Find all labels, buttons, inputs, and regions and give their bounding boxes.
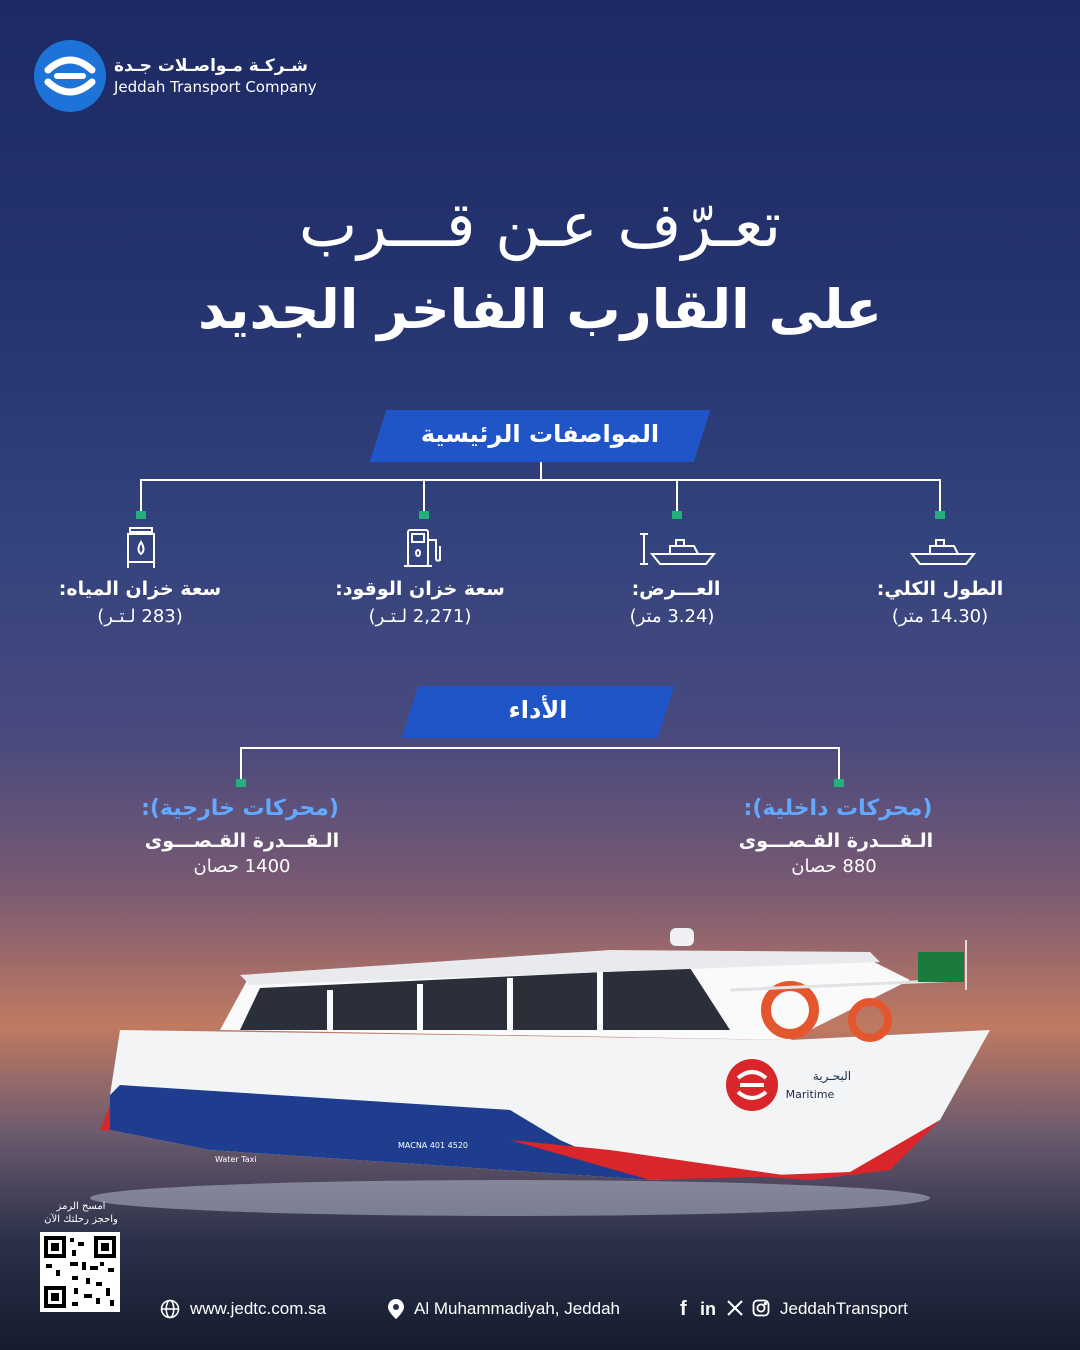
boat-width-icon bbox=[638, 528, 708, 572]
specs-connector-drop bbox=[939, 480, 941, 512]
connector-node bbox=[419, 511, 429, 519]
qr-caption bbox=[40, 1200, 122, 1226]
perf-connector-drop bbox=[838, 748, 840, 780]
perf-value-inboard: 880 حصان bbox=[791, 856, 877, 877]
specs-connector-horizontal bbox=[140, 479, 941, 481]
spec-label-fuel: سعة خزان الوقود: bbox=[335, 578, 505, 600]
connector-node bbox=[834, 779, 844, 787]
spec-label-width: العـــرض: bbox=[631, 578, 721, 600]
perf-connector-horizontal bbox=[240, 747, 840, 749]
spec-value-length: (14.30 متر) bbox=[891, 606, 989, 627]
qr-caption-line1: امسح الرمز bbox=[56, 1201, 106, 1212]
spec-label-water: سعة خزان المياه: bbox=[58, 578, 222, 600]
spec-label-length: الطول الكلي: bbox=[876, 578, 1004, 600]
maritime-label-ar: البحـرية bbox=[812, 1069, 852, 1083]
spec-value-fuel: (2,271 لـتـر) bbox=[368, 606, 472, 627]
connector-node bbox=[136, 511, 146, 519]
specs-connector-top bbox=[540, 462, 542, 480]
perf-title-outboard: (محركات خارجية): bbox=[141, 796, 339, 821]
perf-title-inboard: (محركات داخلية): bbox=[743, 796, 933, 821]
qr-code[interactable] bbox=[40, 1232, 120, 1312]
perf-label-inboard: الـقـــدرة القـصـــوى bbox=[738, 830, 934, 852]
perf-connector-drop bbox=[240, 748, 242, 780]
boat-length-icon bbox=[908, 528, 978, 572]
logo-mark-icon bbox=[34, 40, 106, 112]
connector-node bbox=[672, 511, 682, 519]
perf-value-outboard: 1400 حصان bbox=[193, 856, 291, 877]
specs-connector-drop bbox=[676, 480, 678, 512]
page-title-line1: تعـرّف عـن قـــرب bbox=[298, 188, 782, 261]
linkedin-icon[interactable]: in bbox=[700, 1299, 716, 1319]
maritime-label-en: Maritime bbox=[785, 1088, 835, 1101]
connector-node bbox=[935, 511, 945, 519]
performance-heading: الأداء bbox=[508, 696, 568, 724]
social-handle[interactable]: JeddahTransport bbox=[780, 1299, 908, 1318]
brand-name-en: Jeddah Transport Company bbox=[114, 78, 317, 96]
specs-connector-drop bbox=[140, 480, 142, 512]
location-pin-icon bbox=[386, 1298, 406, 1318]
fuel-tank-icon bbox=[390, 526, 460, 570]
qr-caption-line2: واحجز رحلتك الآن bbox=[44, 1214, 118, 1225]
globe-icon bbox=[160, 1299, 180, 1319]
page-title-line2: على القارب الفاخر الجديد bbox=[197, 278, 883, 341]
facebook-icon[interactable]: f bbox=[680, 1298, 687, 1320]
x-icon[interactable] bbox=[726, 1299, 746, 1319]
specs-heading: المواصفات الرئيسية bbox=[420, 420, 660, 448]
water-tank-icon bbox=[106, 526, 176, 570]
spec-value-water: (283 لـتـر) bbox=[97, 606, 183, 627]
company-logo bbox=[34, 40, 324, 116]
boat-image bbox=[90, 880, 1010, 1220]
spec-value-width: (3.24 متر) bbox=[629, 606, 715, 627]
water-taxi-label: Water Taxi bbox=[215, 1155, 257, 1164]
brand-name-ar: شـركـة مـواصـلات جـدة bbox=[114, 56, 308, 76]
hull-code-label: MACNA 401 4520 bbox=[398, 1141, 468, 1150]
specs-connector-drop bbox=[423, 480, 425, 512]
location-text: Al Muhammadiyah, Jeddah bbox=[414, 1299, 621, 1318]
website-link[interactable]: www.jedtc.com.sa bbox=[190, 1299, 327, 1318]
connector-node bbox=[236, 779, 246, 787]
instagram-icon[interactable] bbox=[752, 1299, 772, 1319]
perf-label-outboard: الـقـــدرة القـصـــوى bbox=[144, 830, 340, 852]
